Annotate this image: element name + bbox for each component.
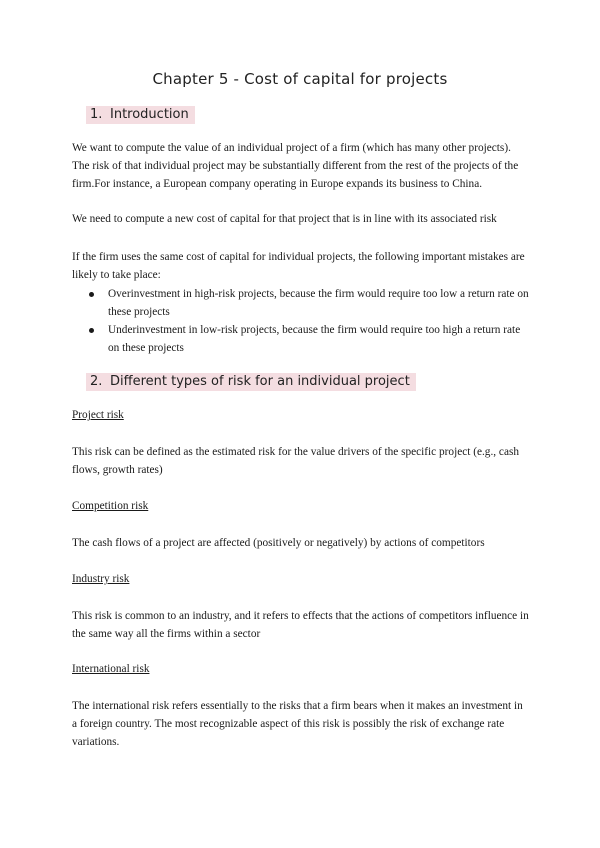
list-item-text: Underinvestment in low-risk projects, because the firm would require too high a return rate on these projects xyxy=(108,324,521,354)
intro-paragraph-2: We need to compute a new cost of capital for that project that is in line with its associated risk xyxy=(72,213,497,225)
subheading-international-risk: International risk xyxy=(72,663,150,675)
intro-paragraph-3: If the firm uses the same cost of capital for individual projects, the following important mistakes are likely to take place: xyxy=(72,251,525,281)
section-heading-introduction xyxy=(86,106,195,124)
international-risk-text: The international risk refers essentially to the risks that a firm bears when it makes an investment in a foreign country. The most recognizable aspect of this risk is possibly the risk of exchange rate variations. xyxy=(72,700,523,748)
section-title: Introduction xyxy=(110,107,189,122)
list-item-text: Overinvestment in high-risk projects, because the firm would require too low a return rate on these projects xyxy=(108,288,529,318)
subheading-project-risk: Project risk xyxy=(72,409,124,421)
subheading-industry-risk: Industry risk xyxy=(72,573,130,585)
section-number: 1. xyxy=(90,107,103,122)
subheading-competition-risk: Competition risk xyxy=(72,500,149,512)
industry-risk-text: This risk is common to an industry, and it refers to effects that the actions of competitors influence in the same way all the firms within a sector xyxy=(72,610,529,640)
competition-risk-text: The cash flows of a project are affected (positively or negatively) by actions of competitors xyxy=(72,537,485,549)
list-item xyxy=(72,321,530,357)
project-risk-text: This risk can be defined as the estimated risk for the value drivers of the specific project (e.g., cash flows, growth rates) xyxy=(72,446,520,476)
section-heading-risk-types xyxy=(86,373,416,391)
page-title: Chapter 5 - Cost of capital for projects xyxy=(152,70,448,88)
mistakes-list xyxy=(72,285,530,357)
bullet-icon xyxy=(89,328,94,333)
list-item xyxy=(72,285,530,321)
bullet-icon xyxy=(89,292,94,297)
section-title: Different types of risk for an individual project xyxy=(110,374,410,389)
section-number: 2. xyxy=(90,374,103,389)
intro-paragraph-1: We want to compute the value of an individual project of a firm (which has many other projects). The risk of that individual project may be substantially different from the rest of the projects of the firm.For instance, a European company operating in Europe expands its business to China. xyxy=(72,142,519,190)
